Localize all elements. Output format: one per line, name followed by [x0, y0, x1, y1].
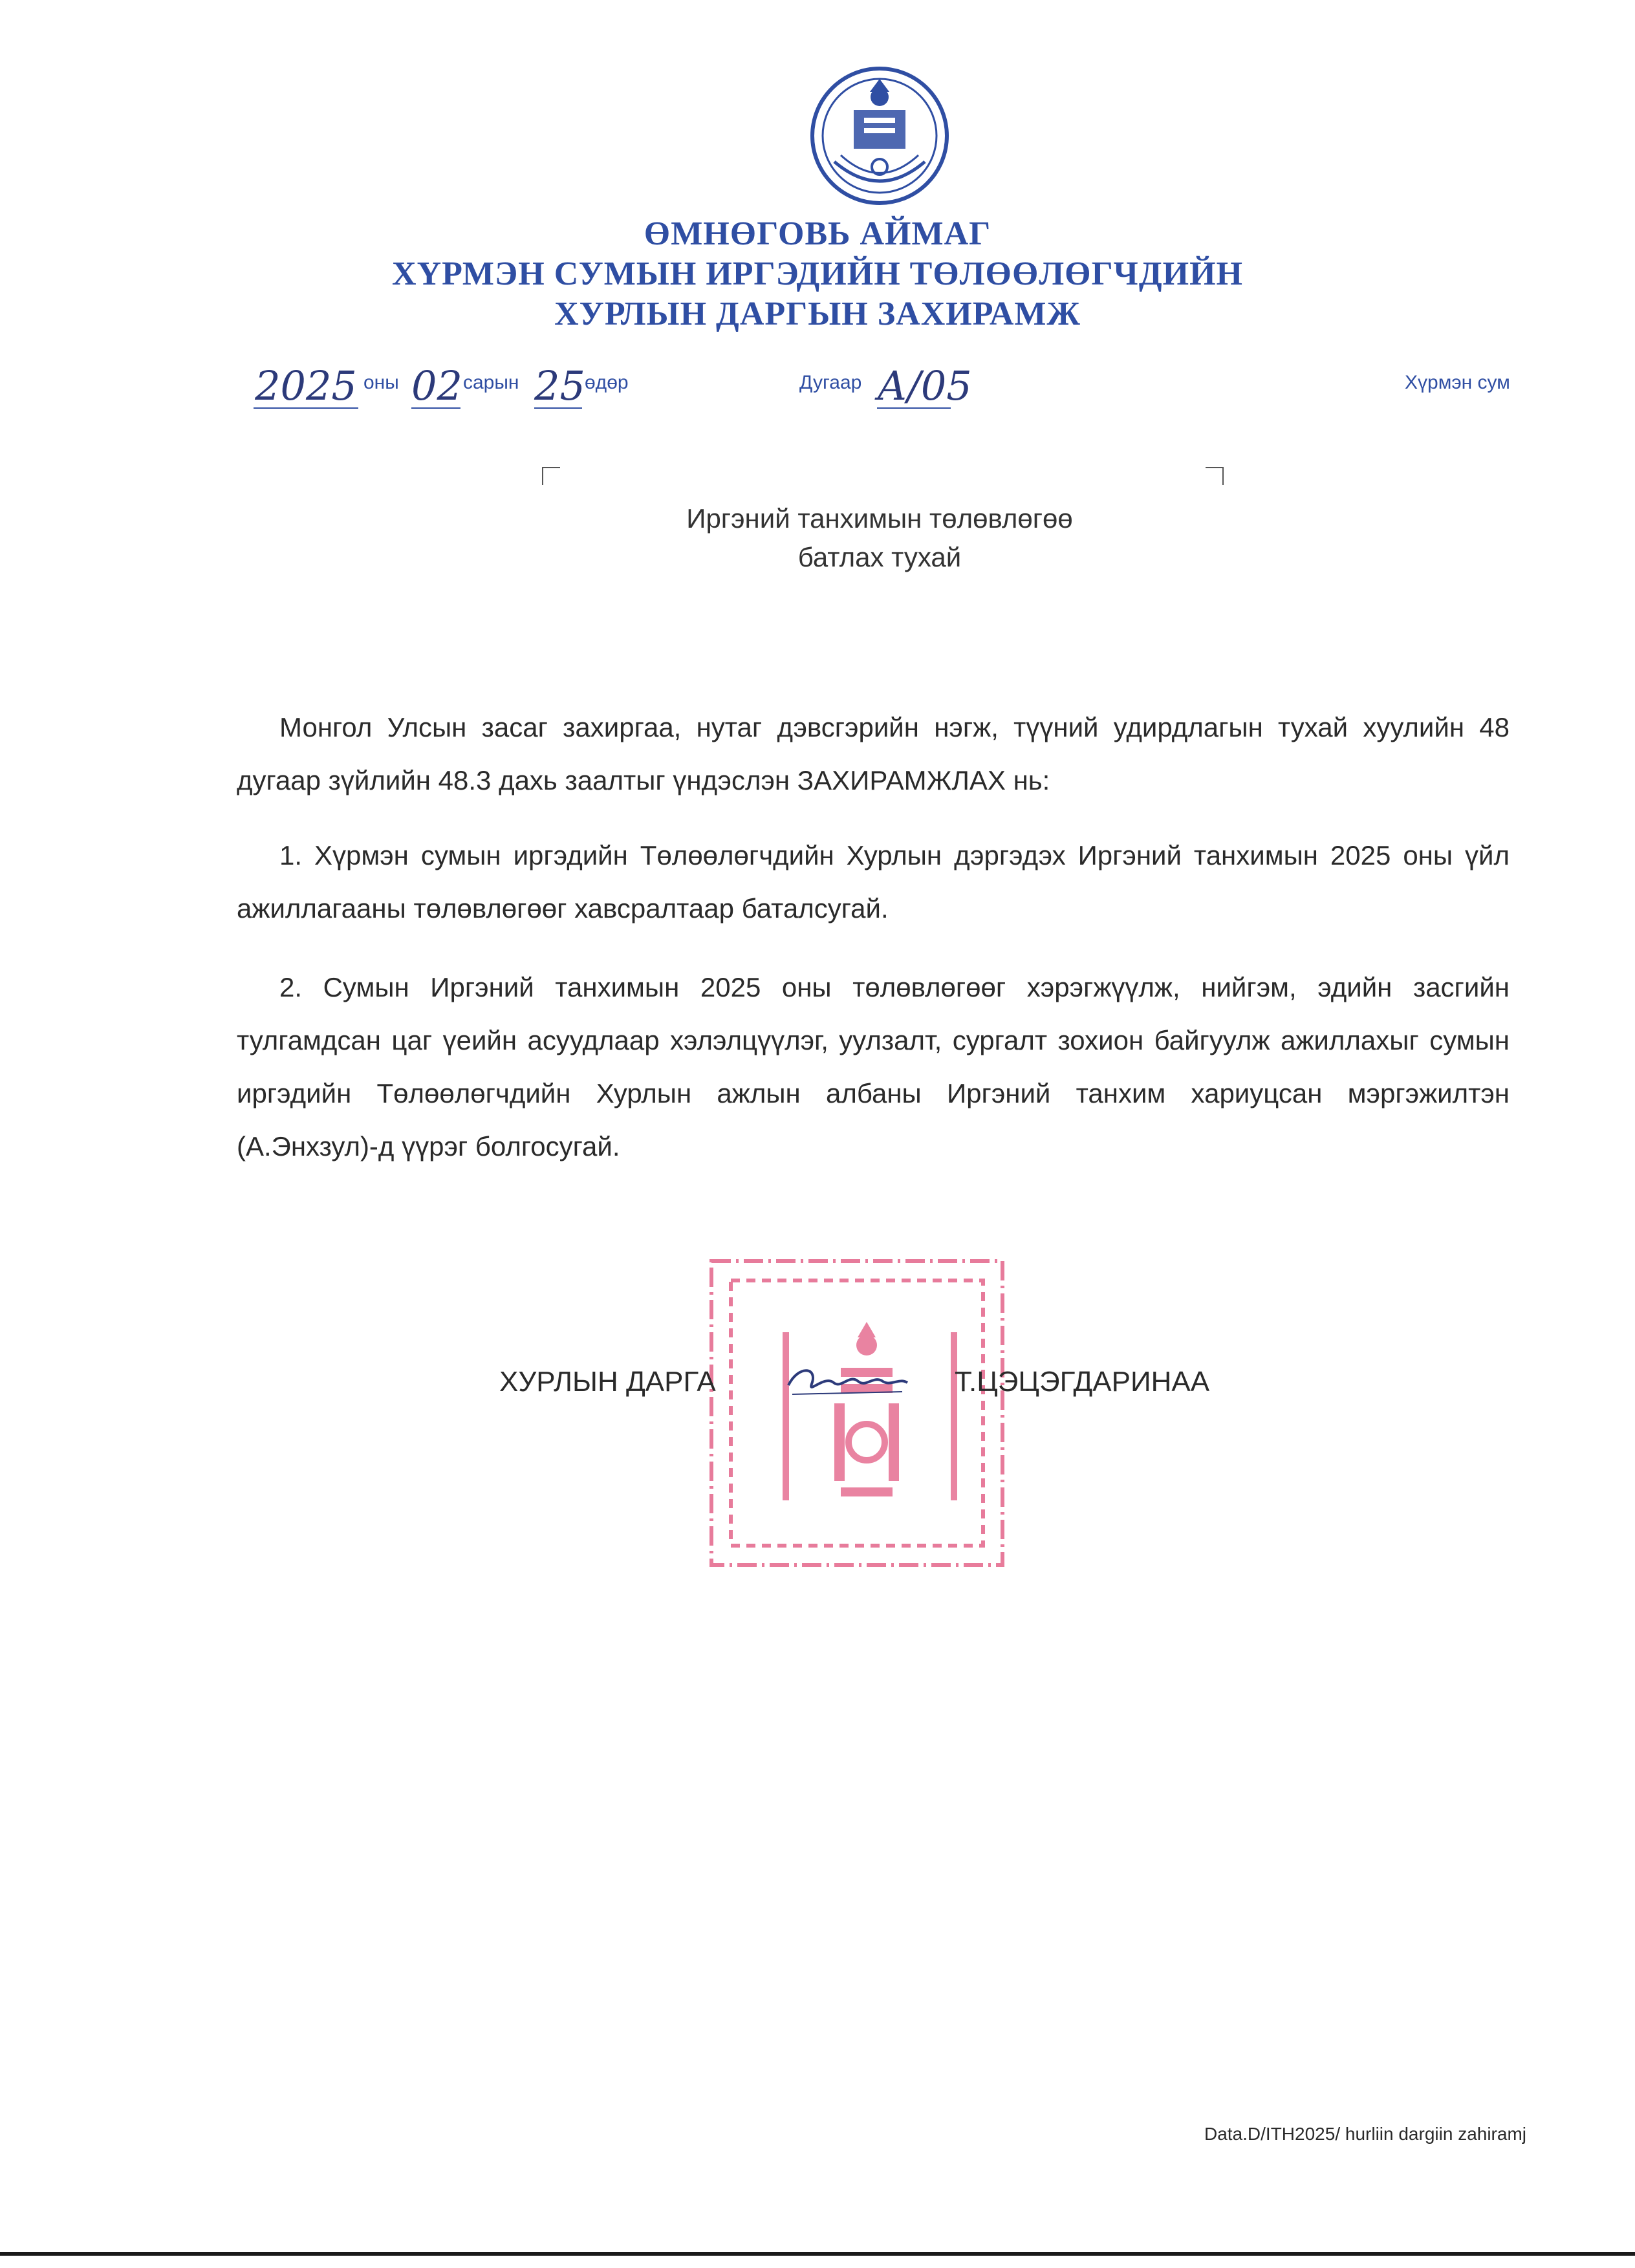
body-intro: [237, 701, 1510, 807]
page-bottom-edge: [0, 2252, 1635, 2256]
number-value: А/05: [877, 362, 972, 409]
date-year-suffix: оны: [363, 372, 399, 393]
number-label: Дугаар: [799, 372, 862, 393]
subject-line-2: батлах тухай: [797, 542, 962, 572]
date-month-suffix: сарын: [463, 372, 519, 393]
state-emblem-icon: [808, 65, 951, 207]
signature-name: Т.ЦЭЦЭГДАРИНАА: [955, 1366, 1210, 1398]
handwritten-signature-icon: [779, 1352, 915, 1410]
subject-line-1: Иргэний танхимын төлөвлөгөө: [686, 503, 1073, 534]
date-year-value: 2025: [255, 362, 357, 409]
date-day-value: 25: [534, 362, 585, 409]
body-item-2: [237, 961, 1510, 1173]
body-intro-text: Монгол Улсын засаг захиргаа, нутаг дэвсгэрийн нэгж, түүний удирдлагын тухай хуулийн 48 дугаар зүйлийн 48.3 дахь заалтыг үндэслэн ЗАХИРАМЖЛАХ нь:: [237, 712, 1510, 795]
date-month-field: [411, 362, 460, 409]
date-month-value: 02: [411, 362, 462, 409]
header-line-1: ӨМНӨГОВЬ АЙМАГ: [644, 215, 991, 252]
subject-bracket-left: [542, 467, 560, 485]
date-day-field: [534, 362, 585, 409]
body-item-2-text: 2. Сумын Иргэний танхимын 2025 оны төлөвлөгөөг хэрэгжүүлж, нийгэм, эдийн засгийн тулгамдсан цаг үеийн асуудлаар хэлэлцүүлэг, уулзалт, сургалт зохион байгуулж ажиллахыг сумын иргэдийн Төлөөлөгчдийн Хурлын ажлын албаны Иргэний танхим хариуцсан мэргэжилтэн (А.Энхзул)-д үүрэг болгосугай.: [237, 972, 1510, 1161]
date-day-suffix: өдөр: [585, 372, 629, 393]
subject-bracket-right: [1206, 467, 1224, 485]
signature-title: ХУРЛЫН ДАРГА: [499, 1366, 716, 1398]
place-name: Хүрмэн сум: [1405, 372, 1510, 393]
header-line-3: ХУРЛЫН ДАРГЫН ЗАХИРАМЖ: [554, 296, 1081, 332]
body-item-1-text: 1. Хүрмэн сумын иргэдийн Төлөөлөгчдийн Хурлын дэргэдэх Иргэний танхимын 2025 оны үйл ажиллагааны төлөвлөгөөг хавсралтаар баталсугай.: [237, 840, 1510, 923]
number-field: [877, 362, 972, 409]
official-stamp-icon: [705, 1255, 1009, 1578]
footer-file-path: Data.D/ITH2025/ hurliin dargiin zahiramj: [1204, 2124, 1526, 2144]
header-line-2: ХҮРМЭН СУМЫН ИРГЭДИЙН ТӨЛӨӨЛӨГЧДИЙН: [392, 255, 1243, 292]
date-year-field: [254, 362, 358, 409]
body-item-1: [237, 829, 1510, 935]
